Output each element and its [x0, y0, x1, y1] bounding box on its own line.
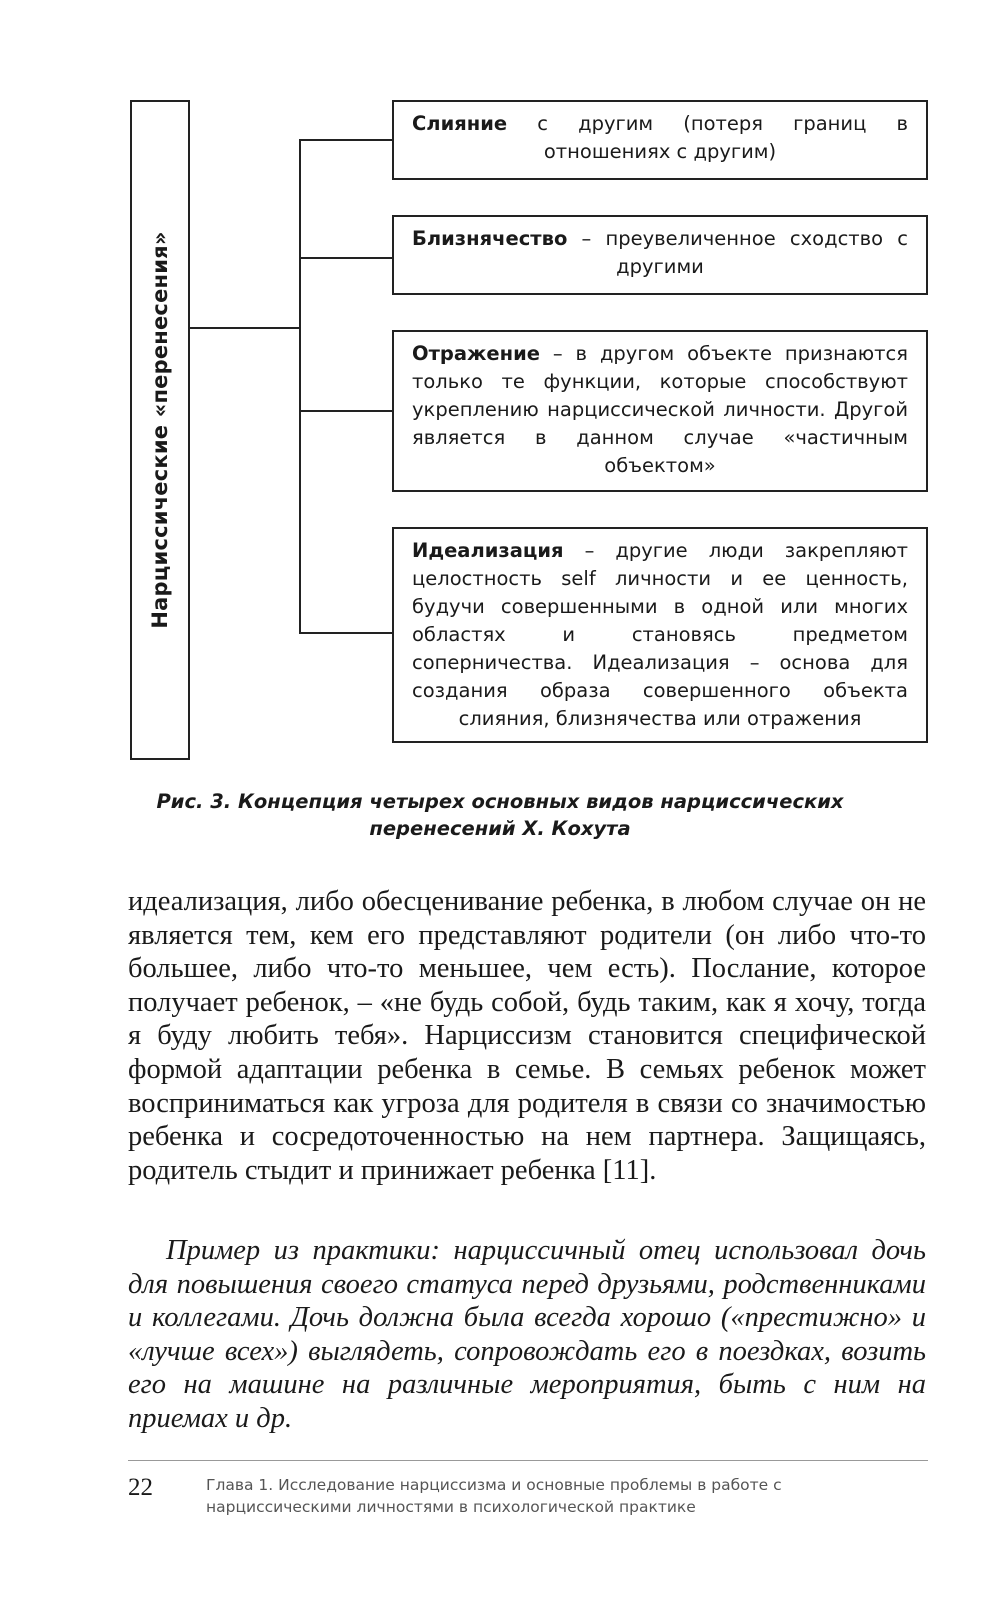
box-term: Близнячество — [412, 227, 568, 250]
connector-branch-3 — [299, 410, 393, 412]
box-term: Идеализация — [412, 539, 564, 562]
box-text: – другие люди закрепляют целостность self личности и ее ценность, будучи совершенными в одной или многих областях и становясь предметом соперничества. Идеализация – основа для создания образа совершенного объекта слияния, близнячества или отражения — [412, 539, 908, 730]
box-merging — [392, 100, 928, 180]
connector-main-horizontal — [190, 327, 300, 329]
connector-branch-4 — [299, 632, 393, 634]
box-term: Слияние — [412, 112, 508, 135]
body-paragraph: идеализация, либо обесценивание ребенка, в любом случае он не является тем, кем его представляют родители (он либо что-то большее, либо что-то меньшее, чем есть). Послание, которое получает ребенок, – «не будь собой, будь таким, как я хочу, тогда я буду любить тебя». Нарциссизм становится специфической формой адаптации ребенка в семье. В семьях ребенок может восприниматься как угроза для родителя в связи со значимостью ребенка и сосредоточенностью на нем партнера. Защищаясь, родитель стыдит и принижает ребенка [11]. — [128, 886, 926, 1186]
box-mirroring — [392, 330, 928, 492]
footer-divider — [128, 1460, 928, 1461]
connector-vertical-trunk — [299, 139, 301, 633]
vertical-label: Нарциссические «перенесения» — [148, 231, 172, 629]
box-text: – в другом объекте признаются только те функции, которые способствуют укреплению нарциссической личности. Другой является в данном случае «частичным объектом» — [412, 342, 908, 477]
kohut-transference-diagram — [0, 0, 1000, 780]
box-term: Отражение — [412, 342, 540, 365]
figure-caption: Рис. 3. Концепция четырех основных видов нарциссических перенесений Х. Кохута — [156, 790, 844, 840]
box-twinship — [392, 215, 928, 295]
box-text: с другим (потеря границ в отношениях с другим) — [507, 112, 908, 163]
running-head: Глава 1. Исследование нарциссизма и основные проблемы в работе с нарциссическими личностями в психологической практике — [206, 1476, 782, 1516]
box-text: – преувеличенное сходство с другими — [567, 227, 908, 278]
vertical-label-box — [130, 100, 190, 760]
practice-example-paragraph: Пример из практики: нарциссичный отец использовал дочь для повышения своего статуса перед друзьями, родственниками и коллегами. Дочь должна была всегда хорошо («престижно» и «лучше всех») выглядеть, сопровождать его в поездках, возить его на машине на различные мероприятия, быть с ним на приемах и др. — [128, 1235, 926, 1434]
box-idealization — [392, 527, 928, 743]
connector-branch-2 — [299, 257, 393, 259]
connector-branch-1 — [299, 139, 393, 141]
page-number: 22 — [128, 1474, 153, 1501]
